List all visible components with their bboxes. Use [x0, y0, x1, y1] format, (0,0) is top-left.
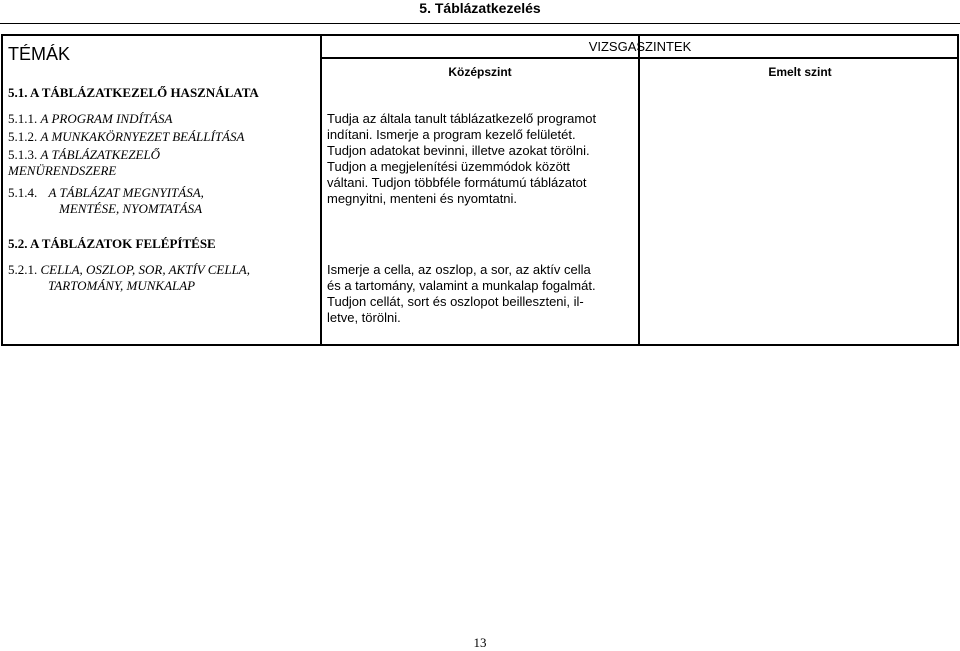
middle-level-requirements [327, 111, 633, 207]
subtopic-number: 5.1.1. [8, 111, 38, 126]
middle-level-header: Középszint [448, 65, 512, 79]
topic-heading [8, 236, 216, 252]
requirement-line: Tudjon cellát, sort és oszlopot beilleszteni, il- [327, 294, 584, 309]
requirement-line: és a tartomány, valamint a munkalap fogalmát. [327, 278, 596, 293]
subtopic-title: A MUNKAKÖRNYEZET BEÁLLÍTÁSA [40, 129, 245, 144]
header-rule [0, 23, 960, 24]
subtopic-title-continued: MENÜRENDSZERE [8, 163, 117, 178]
header-separator [320, 57, 958, 59]
subtopic [8, 147, 160, 179]
subtopic-number: 5.1.4. [8, 185, 38, 200]
table-divider-topics [320, 34, 322, 346]
requirement-line: indítani. Ismerje a program kezelő felületét. [327, 127, 576, 142]
requirement-line: Tudjon a megjelenítési üzemmódok között [327, 159, 571, 174]
requirement-line: Ismerje a cella, az oszlop, a sor, az aktív cella [327, 262, 591, 277]
exam-levels-header: VIZSGASZINTEK [588, 39, 692, 54]
subtopic-title: CELLA, OSZLOP, SOR, AKTÍV CELLA, [40, 262, 250, 277]
requirement-line: Tudjon adatokat bevinni, illetve azokat törölni. [327, 143, 590, 158]
table-divider-levels [638, 34, 640, 346]
middle-level-requirements [327, 262, 633, 326]
topic-heading [8, 85, 259, 101]
subtopic-number: 5.1.2. [8, 129, 38, 144]
table-border-bottom [1, 344, 959, 346]
topics-column-header: TÉMÁK [8, 44, 71, 64]
subtopic-title: A PROGRAM INDÍTÁSA [40, 111, 173, 126]
subtopic [8, 129, 244, 145]
requirement-line: megnyitni, menteni és nyomtatni. [327, 191, 518, 206]
topic-number: 5.2. [8, 236, 28, 251]
table-border-top [1, 34, 959, 36]
subtopic-number: 5.1.3. [8, 147, 38, 162]
subtopic [8, 111, 172, 127]
topic-title: A TÁBLÁZATOK FELÉPÍTÉSE [30, 236, 216, 251]
subtopic [8, 262, 250, 294]
page-number: 13 [473, 635, 487, 650]
requirement-line: Tudja az általa tanult táblázatkezelő programot [327, 111, 597, 126]
topic-title: A TÁBLÁZATKEZELŐ HASZNÁLATA [30, 85, 259, 100]
subtopic-title: A TÁBLÁZAT MEGNYITÁSA, [48, 185, 204, 200]
advanced-level-header: Emelt szint [768, 65, 832, 79]
subtopic [8, 185, 204, 217]
table-border-left [1, 34, 3, 346]
subtopic-title-continued: TARTOMÁNY, MUNKALAP [48, 278, 196, 293]
subtopic-number: 5.2.1. [8, 262, 38, 277]
requirement-line: letve, törölni. [327, 310, 401, 325]
table-border-right [957, 34, 959, 346]
subtopic-title: A TÁBLÁZATKEZELŐ [40, 147, 161, 162]
chapter-title: 5. Táblázatkezelés [419, 0, 541, 16]
subtopic-title-continued: MENTÉSE, NYOMTATÁSA [59, 201, 203, 216]
requirement-line: váltani. Tudjon többféle formátumú táblázatot [327, 175, 587, 190]
topic-number: 5.1. [8, 85, 28, 100]
